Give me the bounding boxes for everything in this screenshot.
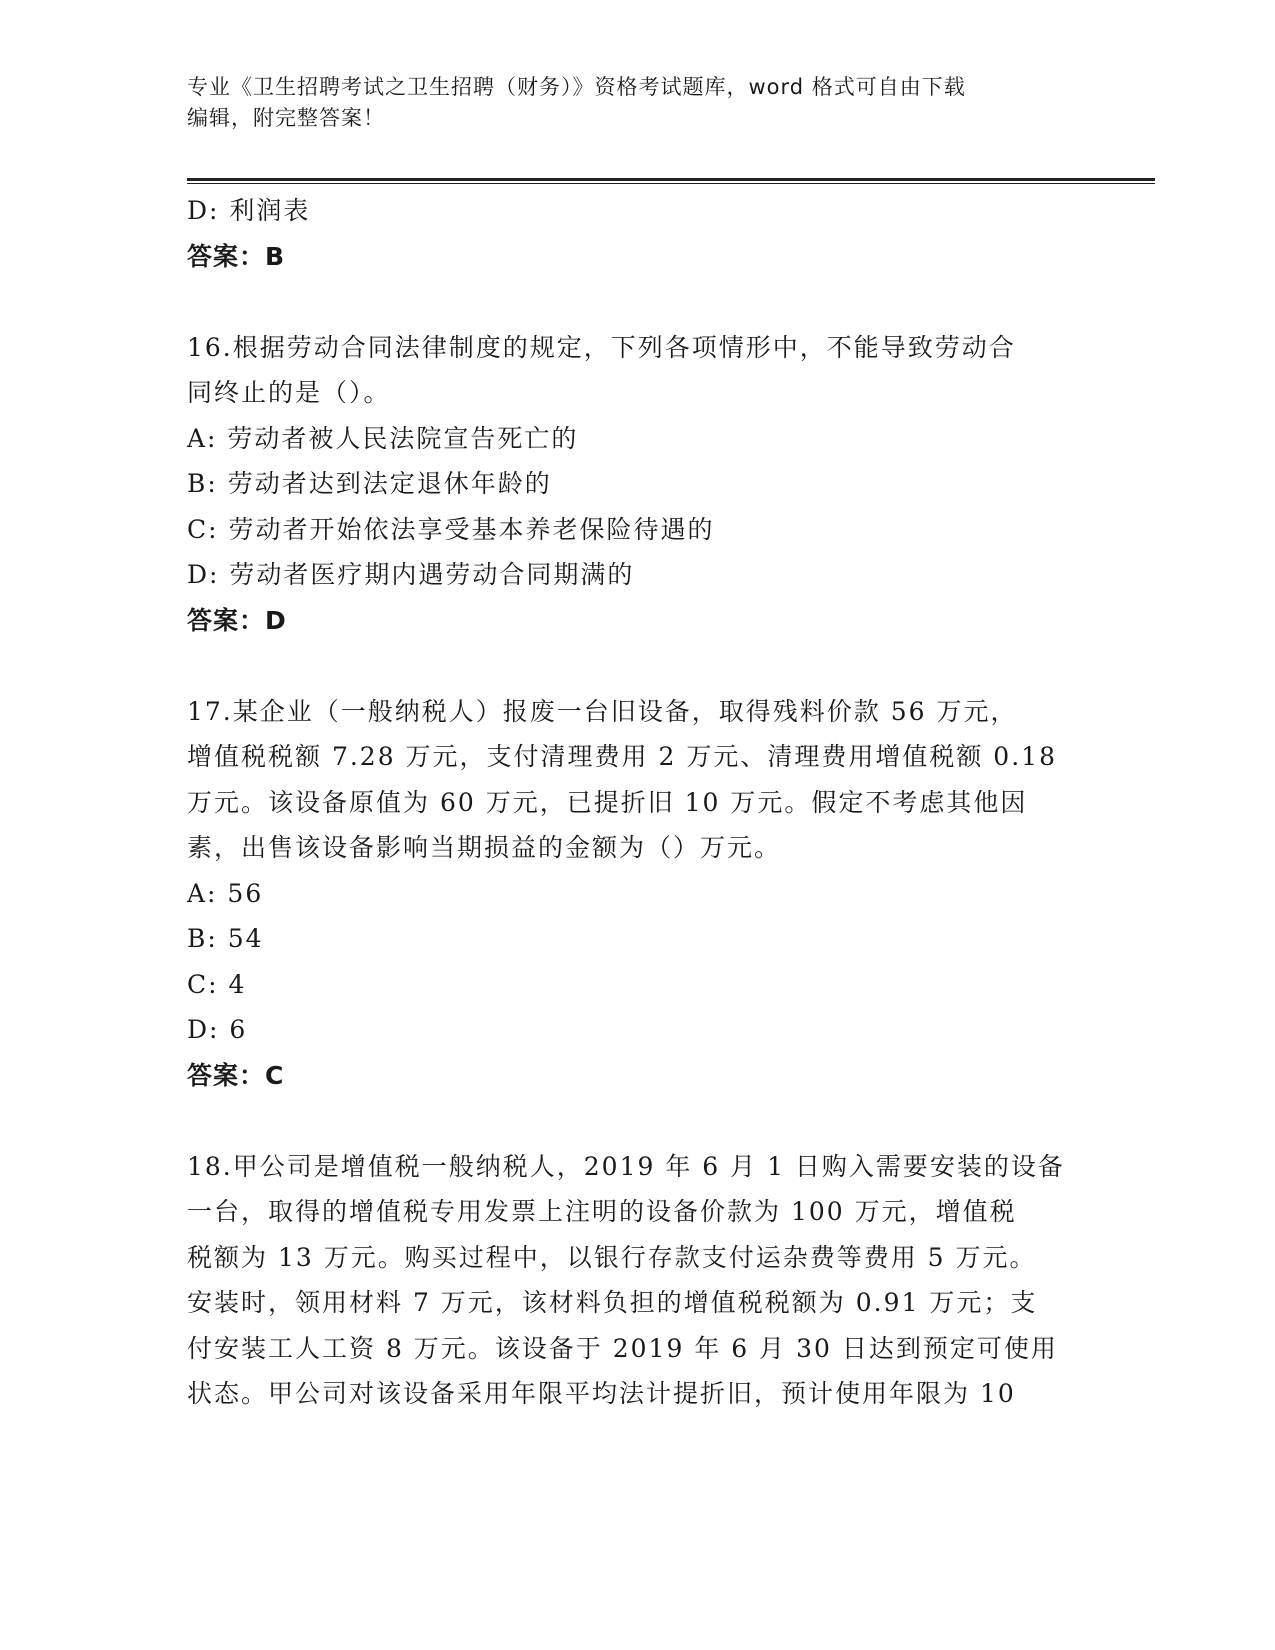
header-line-1: 专业《卫生招聘考试之卫生招聘（财务）》资格考试题库，word 格式可自由下载	[187, 75, 966, 99]
q18-stem-line: 18.甲公司是增值税一般纳税人，2019 年 6 月 1 日购入需要安装的设备	[187, 1151, 1065, 1181]
prev-option-d: D: 利润表	[187, 196, 311, 225]
spacer	[187, 643, 1087, 689]
question-17	[187, 689, 1087, 1099]
q17-option-b: B: 54	[187, 924, 264, 953]
q16-option-b: B: 劳动者达到法定退休年龄的	[187, 469, 552, 498]
header-divider-thin	[187, 183, 1155, 184]
spacer	[187, 1098, 1087, 1144]
q17-answer: 答案：C	[187, 1060, 285, 1090]
question-16	[187, 325, 1087, 644]
header-line-2: 编辑，附完整答案！	[187, 106, 385, 130]
q17-option-c: C: 4	[187, 969, 247, 999]
q16-option-d: D: 劳动者医疗期内遇劳动合同期满的	[187, 560, 635, 589]
q16-answer: 答案：D	[187, 605, 287, 635]
q16-stem-line: 16.根据劳动合同法律制度的规定，下列各项情形中，不能导致劳动合	[187, 332, 1016, 362]
spacer	[187, 279, 1087, 325]
q18-stem-line: 付安装工人工资 8 万元。该设备于 2019 年 6 月 30 日达到预定可使用	[187, 1333, 1058, 1363]
q17-stem-line: 万元。该设备原值为 60 万元，已提折旧 10 万元。假定不考虑其他因	[187, 787, 1028, 817]
q17-stem-line: 增值税税额 7.28 万元，支付清理费用 2 万元、清理费用增值税额 0.18	[187, 742, 1057, 771]
q17-option-d: D: 6	[187, 1015, 248, 1044]
question-18	[187, 1144, 1087, 1417]
q17-option-a: A: 56	[187, 878, 264, 908]
question-content	[187, 188, 1087, 1417]
page-header	[187, 72, 1067, 134]
q17-stem-line: 素，出售该设备影响当期损益的金额为（）万元。	[187, 833, 782, 862]
q18-stem-line: 一台，取得的增值税专用发票上注明的设备价款为 100 万元，增值税	[187, 1197, 1017, 1226]
q16-option-a: A: 劳动者被人民法院宣告死亡的	[187, 423, 579, 453]
q18-stem-line: 安装时，领用材料 7 万元，该材料负担的增值税税额为 0.91 万元；支	[187, 1288, 1038, 1317]
q16-stem-line: 同终止的是（）。	[187, 378, 391, 407]
q18-stem-line: 税额为 13 万元。购买过程中，以银行存款支付运杂费等费用 5 万元。	[187, 1242, 1037, 1272]
prev-answer: 答案：B	[187, 241, 286, 271]
q17-stem-line: 17.某企业（一般纳税人）报废一台旧设备，取得残料价款 56 万元，	[187, 696, 1018, 726]
q18-stem-line: 状态。甲公司对该设备采用年限平均法计提折旧，预计使用年限为 10	[187, 1379, 1016, 1408]
q16-option-c: C: 劳动者开始依法享受基本养老保险待遇的	[187, 514, 715, 544]
header-divider-thick	[187, 178, 1155, 181]
